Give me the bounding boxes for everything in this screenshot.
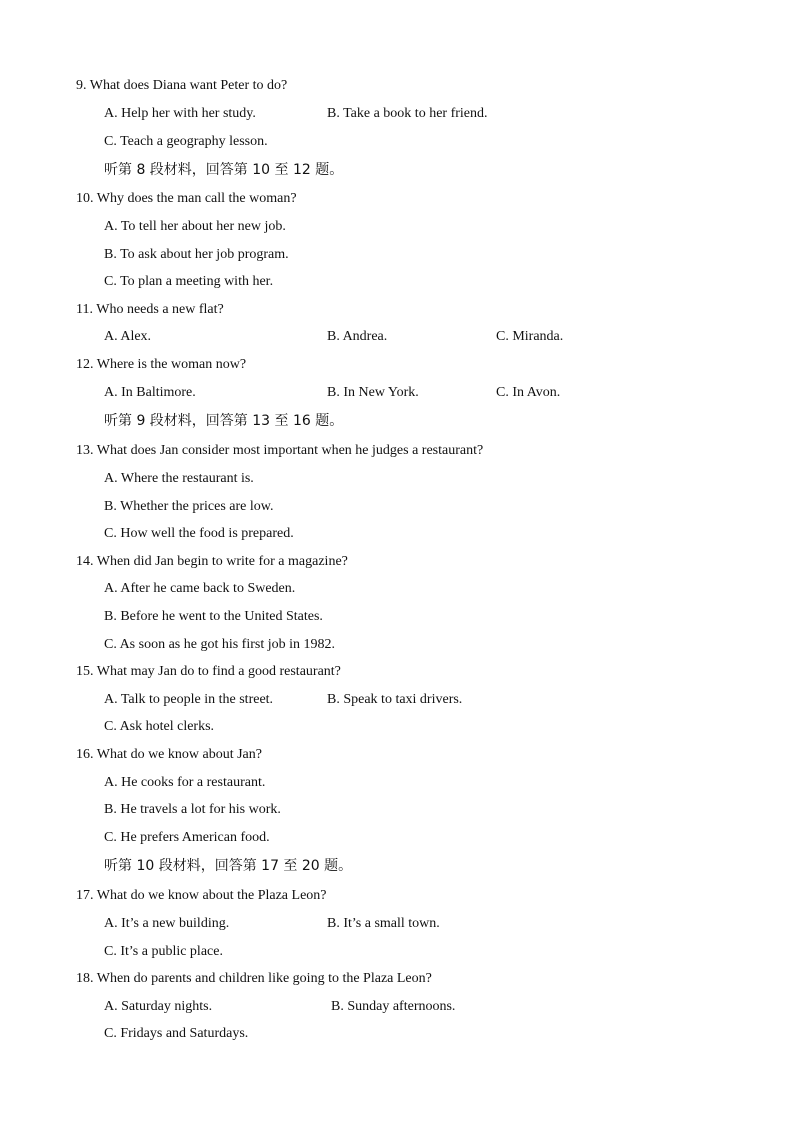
question-18-stem: 18. When do parents and children like going to the Plaza Leon? (76, 971, 432, 986)
question-14-stem: 14. When did Jan begin to write for a magazine? (76, 554, 348, 569)
question-12-option-a: A. In Baltimore. (104, 385, 196, 400)
question-14-option-a: A. After he came back to Sweden. (104, 581, 296, 596)
question-15-option-a: A. Talk to people in the street. (104, 692, 274, 707)
question-12-option-c: C. In Avon. (496, 385, 561, 400)
question-16-stem: 16. What do we know about Jan? (76, 747, 262, 762)
section-instruction-9: 听第 9 段材料，回答第 13 至 16 题。 (104, 413, 344, 429)
section-instruction-10: 听第 10 段材料，回答第 17 至 20 题。 (104, 858, 353, 874)
question-13-stem: 13. What does Jan consider most important when he judges a restaurant? (76, 443, 484, 458)
question-13-option-a: A. Where the restaurant is. (104, 471, 254, 486)
section-instruction-8: 听第 8 段材料，回答第 10 至 12 题。 (104, 162, 344, 178)
question-9-stem: 9. What does Diana want Peter to do? (76, 78, 288, 93)
question-9-option-c: C. Teach a geography lesson. (104, 134, 268, 149)
question-16-option-b: B. He travels a lot for his work. (104, 802, 281, 817)
question-9-option-b: B. Take a book to her friend. (327, 106, 488, 121)
question-18-option-b: B. Sunday afternoons. (331, 999, 456, 1014)
question-10-stem: 10. Why does the man call the woman? (76, 191, 297, 206)
question-12-stem: 12. Where is the woman now? (76, 357, 247, 372)
question-11-option-b: B. Andrea. (327, 329, 388, 344)
question-16-option-c: C. He prefers American food. (104, 830, 270, 845)
question-15-stem: 15. What may Jan do to find a good restaurant? (76, 664, 341, 679)
question-10-option-c: C. To plan a meeting with her. (104, 274, 274, 289)
question-11-option-c: C. Miranda. (496, 329, 564, 344)
question-12-option-b: B. In New York. (327, 385, 419, 400)
question-11-option-a: A. Alex. (104, 329, 152, 344)
question-17-option-a: A. It’s a new building. (104, 916, 230, 931)
question-16-option-a: A. He cooks for a restaurant. (104, 775, 266, 790)
question-18-option-a: A. Saturday nights. (104, 999, 213, 1014)
question-13-option-b: B. Whether the prices are low. (104, 499, 274, 514)
question-17-stem: 17. What do we know about the Plaza Leon? (76, 888, 327, 903)
question-11-stem: 11. Who needs a new flat? (76, 302, 224, 317)
question-14-option-c: C. As soon as he got his first job in 1982. (104, 637, 336, 652)
question-17-option-b: B. It’s a small town. (327, 916, 440, 931)
question-15-option-b: B. Speak to taxi drivers. (327, 692, 463, 707)
question-17-option-c: C. It’s a public place. (104, 944, 223, 959)
question-9-option-a: A. Help her with her study. (104, 106, 256, 121)
question-14-option-b: B. Before he went to the United States. (104, 609, 323, 624)
question-10-option-b: B. To ask about her job program. (104, 247, 289, 262)
question-18-option-c: C. Fridays and Saturdays. (104, 1026, 249, 1041)
question-15-option-c: C. Ask hotel clerks. (104, 719, 215, 734)
question-10-option-a: A. To tell her about her new job. (104, 219, 286, 234)
question-13-option-c: C. How well the food is prepared. (104, 526, 294, 541)
